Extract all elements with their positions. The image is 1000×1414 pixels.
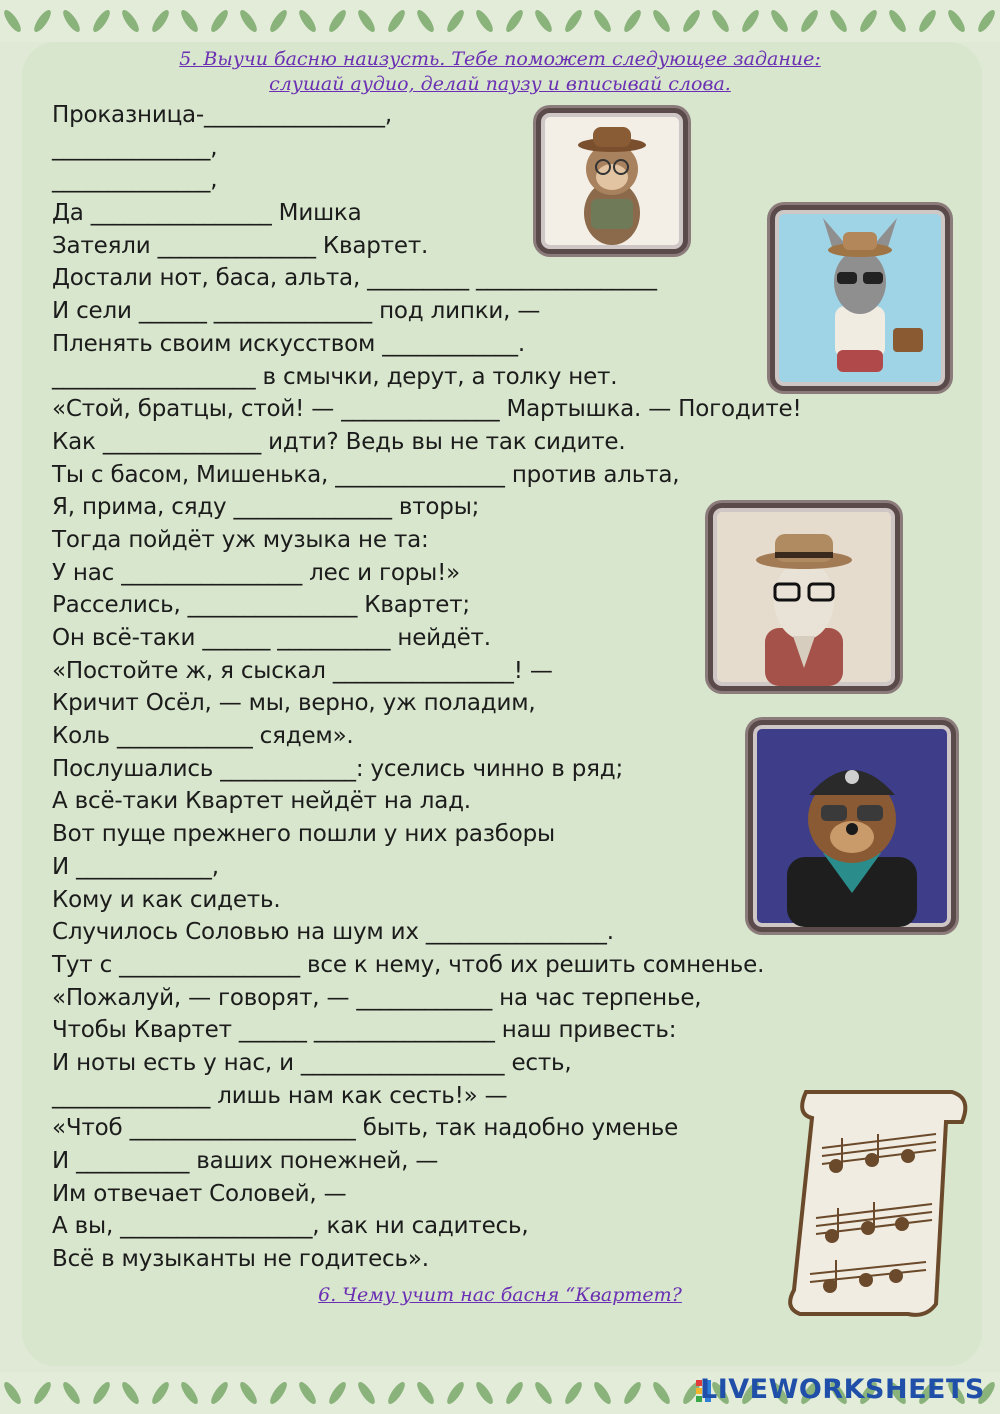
leaf-ornament (473, 1380, 495, 1406)
leaf-ornament (532, 8, 554, 34)
leaf-ornament (208, 1380, 230, 1406)
fable-line[interactable]: ______________, (52, 167, 218, 194)
fable-text (52, 99, 802, 1276)
donkey-icon (775, 210, 945, 386)
fable-line[interactable]: Коль ____________ сядем». (52, 723, 354, 750)
leaf-ornament (60, 8, 82, 34)
fable-line[interactable]: __________________ в смычки, дерут, а толку нет. (52, 363, 618, 390)
leaf-ornament (31, 1380, 53, 1406)
leaf-ornament (444, 8, 466, 34)
leaf-ornament (60, 1380, 82, 1406)
bear-icon (753, 725, 951, 927)
leaf-ornament (739, 8, 761, 34)
leaf-ornament (709, 8, 731, 34)
leaf-ornament (31, 8, 53, 34)
fable-line[interactable]: ______________, (52, 134, 218, 161)
fable-line: Тогда пойдёт уж музыка не та: (52, 526, 429, 553)
fable-line[interactable]: Ты с басом, Мишенька, _______________ против альта, (52, 461, 680, 488)
fable-line[interactable]: Я, прима, сяду ______________ вторы; (52, 494, 480, 521)
leaf-ornament (326, 8, 348, 34)
leaf-ornament (267, 1380, 289, 1406)
fable-line[interactable]: Тут с ________________ все к нему, чтоб их решить сомненье. (52, 951, 765, 978)
fable-line[interactable]: А вы, _________________, как ни садитесь, (52, 1213, 529, 1240)
fable-line[interactable]: «Постойте ж, я сыскал ________________! — (52, 657, 553, 684)
fable-line[interactable]: Послушались ____________: уселись чинно в ряд; (52, 755, 623, 782)
leaf-ornament (945, 8, 967, 34)
monkey-portrait (536, 108, 688, 254)
leaf-ornament (267, 8, 289, 34)
task-6-question: 6. Чему учит нас басня “Квартет? (318, 1284, 682, 1306)
leaf-ornament (886, 8, 908, 34)
goat-icon (713, 508, 895, 686)
fable-line[interactable]: Чтобы Квартет ______ ________________ наш привесть: (52, 1017, 677, 1044)
leaf-ornament (650, 8, 672, 34)
leaf-ornament (798, 8, 820, 34)
leaf-ornament (768, 8, 790, 34)
fable-line[interactable]: ______________ лишь нам как сесть!» — (52, 1082, 508, 1109)
leaf-ornament (296, 8, 318, 34)
monkey-icon (541, 113, 683, 249)
leaf-ornament (975, 8, 997, 34)
fable-line[interactable]: И ____________, (52, 853, 219, 880)
leaf-ornament (237, 8, 259, 34)
leaf-ornament (650, 1380, 672, 1406)
leaf-ornament (621, 8, 643, 34)
leaf-ornament (237, 1380, 259, 1406)
leaf-ornament (503, 1380, 525, 1406)
leaf-ornament (326, 1380, 348, 1406)
leaf-ornament (178, 1380, 200, 1406)
leaf-ornament (90, 8, 112, 34)
leaf-ornament (562, 1380, 584, 1406)
fable-line: А всё-таки Квартет нейдёт на лад. (52, 788, 471, 815)
leaf-ornament (532, 1380, 554, 1406)
fable-line[interactable]: Проказница-________________, (52, 102, 392, 128)
leaf-ornament (90, 1380, 112, 1406)
bear-portrait (748, 720, 956, 932)
leaf-ornament (562, 8, 584, 34)
leaf-ornament (680, 8, 702, 34)
fable-line[interactable]: И ноты есть у нас, и __________________ есть, (52, 1049, 572, 1076)
leaf-ornament (296, 1380, 318, 1406)
fable-line: Кому и как сидеть. (52, 886, 281, 913)
leaf-ornament (119, 8, 141, 34)
task-5-line-2: слушай аудио, делай паузу и вписывай слова. (269, 73, 731, 95)
fable-line[interactable]: Он всё-таки ______ __________ нейдёт. (52, 625, 491, 651)
fable-line[interactable]: Случилось Соловью на шум их ________________. (52, 919, 614, 946)
fable-line[interactable]: «Стой, братцы, стой! — ______________ Мартышка. — Погодите! (52, 396, 802, 423)
fable-line[interactable]: Как ______________ идти? Ведь вы не так сидите. (52, 428, 626, 455)
leaf-ornament (208, 8, 230, 34)
fable-line: Вот пуще прежнего пошли у них разборы (52, 821, 555, 848)
fable-line[interactable]: И __________ ваших понежней, — (52, 1148, 439, 1174)
leaf-ornament (414, 8, 436, 34)
leaf-ornament (119, 1380, 141, 1406)
leaf-ornament (591, 1380, 613, 1406)
leaf-ornament (857, 8, 879, 34)
fable-line: Кричит Осёл, — мы, верно, уж поладим, (52, 690, 536, 717)
leaf-ornament (149, 1380, 171, 1406)
leaf-ornament (473, 8, 495, 34)
leaf-ornament (1, 8, 23, 34)
donkey-portrait (770, 205, 950, 391)
leaf-ornament (827, 8, 849, 34)
fable-line[interactable]: У нас ________________ лес и горы!» (52, 559, 460, 586)
leaf-ornament (1, 1380, 23, 1406)
fable-line[interactable]: Затеяли ______________ Квартет. (52, 232, 429, 259)
leaf-ornament (591, 8, 613, 34)
leaf-ornament (385, 8, 407, 34)
fable-line: Всё в музыканты не годитесь». (52, 1246, 429, 1273)
liveworksheets-watermark[interactable]: LIVEWORKSHEETS (700, 1374, 985, 1405)
fable-line[interactable]: Пленять своим искусством ____________. (52, 330, 525, 357)
leaf-ornament (444, 1380, 466, 1406)
leaf-ornament (355, 8, 377, 34)
leaf-ornament (355, 1380, 377, 1406)
top-leaf-border (0, 0, 1000, 42)
leaf-ornament (385, 1380, 407, 1406)
fable-line[interactable]: И сели ______ ______________ под липки, — (52, 298, 541, 325)
fable-line: Им отвечает Соловей, — (52, 1180, 347, 1207)
leaf-ornament (178, 8, 200, 34)
fable-line[interactable]: «Чтоб ____________________ быть, так надобно уменье (52, 1115, 679, 1142)
fable-line[interactable]: Достали нот, баса, альта, _________ ________________ (52, 265, 657, 292)
leaf-ornament (414, 1380, 436, 1406)
leaf-ornament (916, 8, 938, 34)
leaf-ornament (149, 8, 171, 34)
task-5-line-1: 5. Выучи басню наизусть. Тебе поможет следующее задание: (179, 48, 821, 70)
goat-portrait (708, 503, 900, 691)
leaf-ornament (503, 8, 525, 34)
fable-line[interactable]: Да ________________ Мишка (52, 200, 362, 227)
fable-line[interactable]: «Пожалуй, — говорят, — ____________ на час терпенье, (52, 984, 702, 1011)
leaf-ornament (621, 1380, 643, 1406)
fable-line[interactable]: Расселись, _______________ Квартет; (52, 592, 470, 619)
